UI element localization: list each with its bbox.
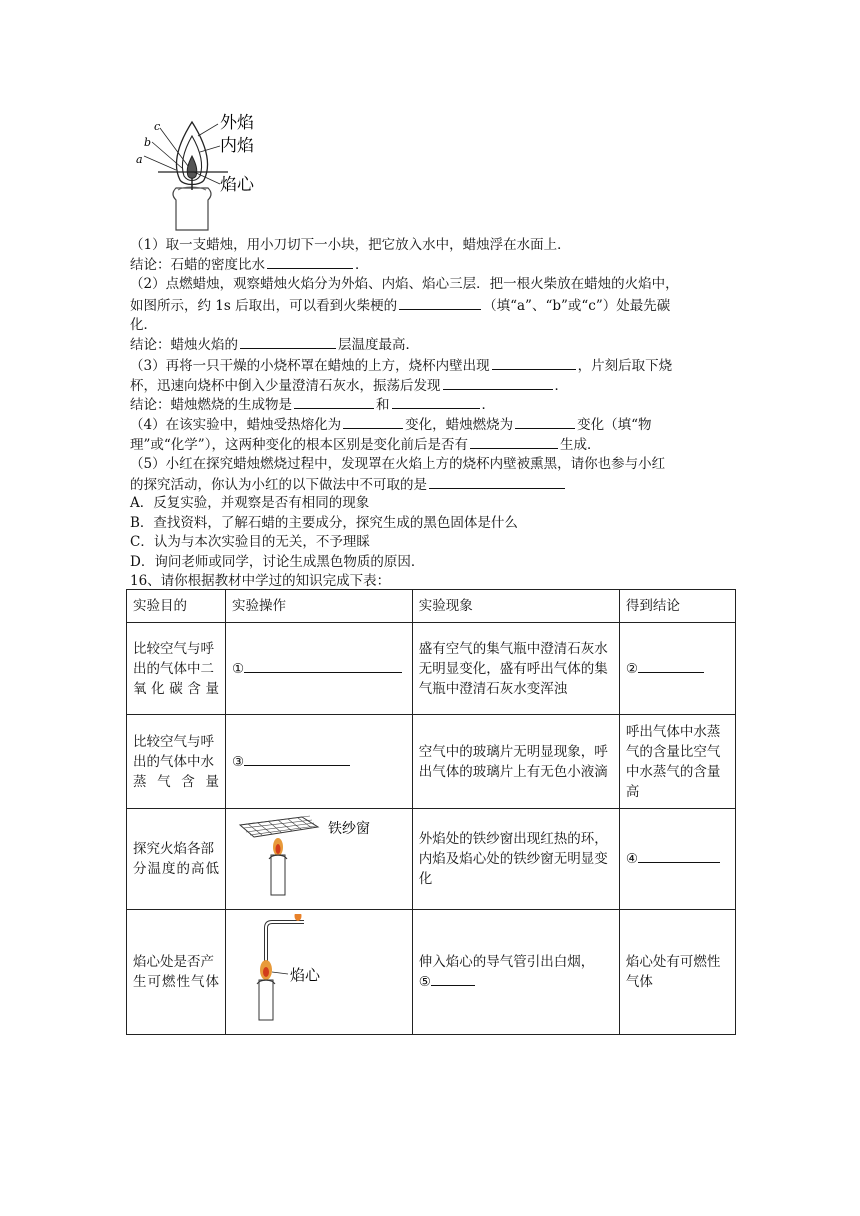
row1-phenomenon: 盛有空气的集气瓶中澄清石灰水无明显变化，盛有呼出气体的集气瓶中澄清石灰水变浑浊 <box>412 623 619 715</box>
row1-conclusion: ② <box>619 623 735 715</box>
blank-match-position[interactable] <box>399 296 481 310</box>
table-header-row <box>127 590 736 623</box>
fig-label-c: c <box>154 120 161 133</box>
row2-phenomenon: 空气中的玻璃片无明显现象，呼出气体的玻璃片上有无色小液滴 <box>412 715 619 809</box>
blank-new-substance[interactable] <box>470 435 558 449</box>
label-iron-gauze: 铁纱窗 <box>327 821 370 837</box>
row3-purpose: 探究火焰各部分温度的高低 <box>127 809 226 910</box>
fig-label-outer: 外焰 <box>220 113 254 133</box>
option-d[interactable]: D．询问老师或同学，讨论生成黑色物质的原因． <box>130 554 425 570</box>
header-conclusion: 得到结论 <box>619 590 735 623</box>
blank-melting-change[interactable] <box>343 415 403 429</box>
row2-operation: ③ <box>225 715 412 809</box>
q16-prompt: 16、请你根据教材中学过的知识完成下表： <box>130 573 391 589</box>
option-c[interactable]: C．认为与本次实验目的无关，不予理睬 <box>130 534 370 550</box>
blank-burning-change[interactable] <box>515 415 575 429</box>
row3-conclusion: ④ <box>619 809 735 910</box>
header-purpose: 实验目的 <box>127 590 226 623</box>
row4-operation <box>225 910 412 1035</box>
label-flame-core: 焰心 <box>289 966 320 984</box>
header-phenomenon: 实验现象 <box>412 590 619 623</box>
q5-text-1: （5）小红在探究蜡烛燃烧过程中，发现罩在火焰上方的烧杯内壁被熏黑，请你也参与小红 <box>130 456 666 472</box>
q1-conclusion: 结论：石蜡的密度比水 ． <box>130 257 369 273</box>
row2-conclusion: 呼出气体中水蒸气的含量比空气中水蒸气的含量高 <box>619 715 735 809</box>
blank-product-1[interactable] <box>294 395 374 409</box>
table-row <box>127 910 736 1035</box>
row3-operation <box>225 809 412 910</box>
q3-conclusion: 结论：蜡烛燃烧的生成物是 和 ． <box>130 397 495 413</box>
blank-flame-layer[interactable] <box>240 335 336 349</box>
q2-text-3: 化． <box>130 317 157 333</box>
option-b[interactable]: B．查找资料，了解石蜡的主要成分，探究生成的黑色固体是什么 <box>130 515 518 531</box>
table-row <box>127 715 736 809</box>
blank-q5-answer[interactable] <box>429 475 565 489</box>
q2-text-2: 如图所示，约 1s 后取出，可以看到火柴梗的 （填“a”、“b”或“c”）处最先碳 <box>130 298 671 314</box>
q3-text-1: （3）再将一只干燥的小烧杯罩在蜡烛的上方，烧杯内壁出现 ，片刻后取下烧 <box>130 358 673 374</box>
row4-purpose: 焰心处是否产生可燃性气体 <box>127 910 226 1035</box>
blank-3[interactable] <box>244 753 350 766</box>
experiment-table <box>126 589 736 1035</box>
blank-5[interactable] <box>431 973 475 986</box>
fig-label-inner: 内焰 <box>220 136 254 156</box>
row4-conclusion: 焰心处有可燃性气体 <box>619 910 735 1035</box>
candle-flame-figure <box>128 106 268 236</box>
blank-1[interactable] <box>244 660 402 673</box>
q2-conclusion: 结论：蜡烛火焰的 层温度最高． <box>130 337 419 353</box>
fig-label-core: 焰心 <box>220 175 254 195</box>
header-operation: 实验操作 <box>225 590 412 623</box>
q3-text-2: 杯，迅速向烧杯中倒入少量澄清石灰水，振荡后发现 ． <box>130 378 568 394</box>
row4-phenomenon: 伸入焰心的导气管引出白烟， ⑤ <box>412 910 619 1035</box>
blank-product-2[interactable] <box>392 395 480 409</box>
option-a[interactable]: A．反复实验，并观察是否有相同的现象 <box>130 495 370 511</box>
blank-limewater[interactable] <box>443 376 553 390</box>
row3-phenomenon: 外焰处的铁纱窗出现红热的环，内焰及焰心处的铁纱窗无明显变化 <box>412 809 619 910</box>
blank-4[interactable] <box>638 850 720 863</box>
q2-text-1: （2）点燃蜡烛，观察蜡烛火焰分为外焰、内焰、焰心三层．把一根火柴放在蜡烛的火焰中， <box>130 276 679 292</box>
blank-density[interactable] <box>267 255 353 269</box>
fig-label-a: a <box>136 153 143 166</box>
q4-text-1: （4）在该实验中，蜡烛受热熔化为 变化，蜡烛燃烧为 变化（填“物 <box>130 417 652 433</box>
q5-text-2: 的探究活动，你认为小红的以下做法中不可取的是 <box>130 475 567 494</box>
blank-2[interactable] <box>638 660 704 673</box>
gas-tube-candle-figure <box>232 914 392 1024</box>
table-row <box>127 623 736 715</box>
row1-operation: ① <box>225 623 412 715</box>
blank-beaker-wall[interactable] <box>492 356 576 370</box>
q4-text-2: 理”或“化学”），这两种变化的根本区别是变化前后是否有 生成． <box>130 437 601 453</box>
iron-gauze-candle-figure <box>232 813 392 899</box>
fig-label-b: b <box>144 136 152 149</box>
table-row <box>127 809 736 910</box>
row2-purpose: 比较空气与呼出的气体中水蒸气含量 <box>127 715 226 809</box>
q1-text: （1）取一支蜡烛，用小刀切下一小块，把它放入水中，蜡烛浮在水面上． <box>130 237 571 253</box>
row1-purpose: 比较空气与呼出的气体中二氧化碳含量 <box>127 623 226 715</box>
